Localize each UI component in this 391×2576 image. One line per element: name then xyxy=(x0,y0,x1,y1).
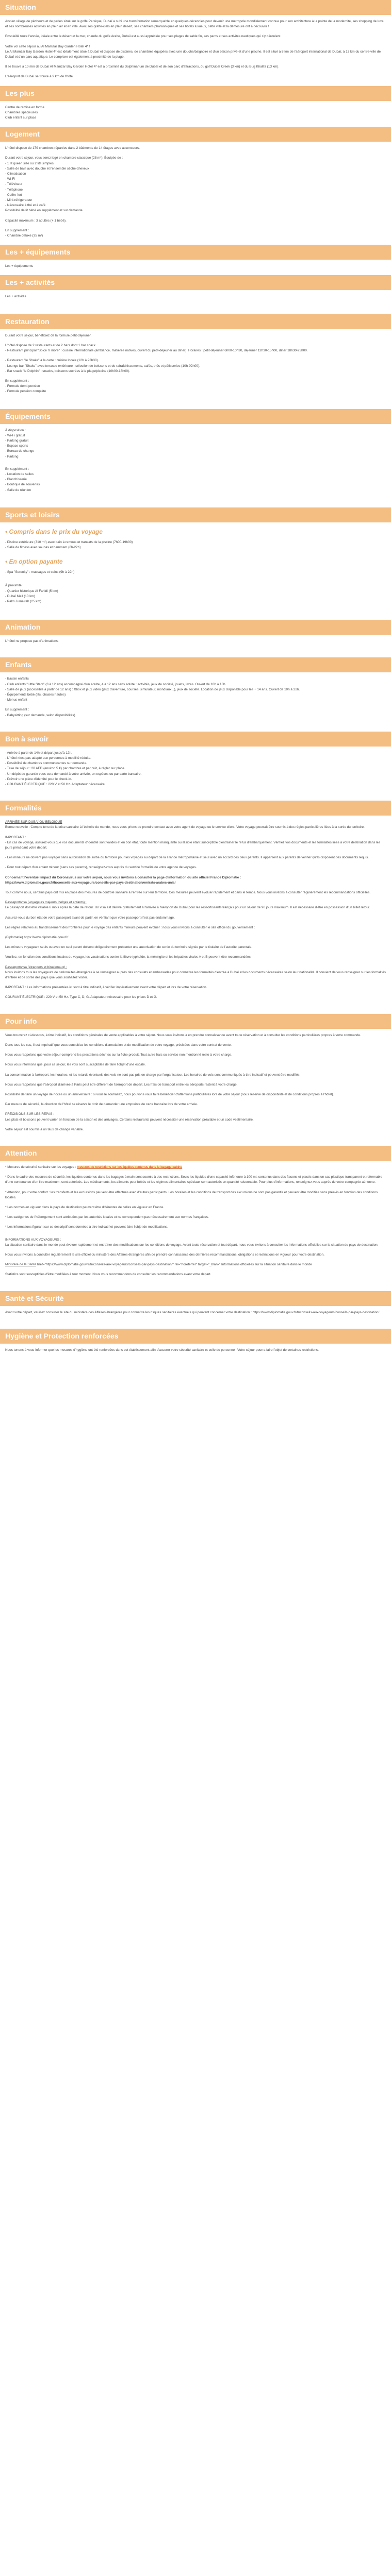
section-title-attention: Attention xyxy=(0,1146,391,1161)
section-title-hygiene: Hygiène et Protection renforcées xyxy=(0,1329,391,1344)
formalites-link[interactable]: https://www.diplomatie.gouv.fr/fr/conseils-aux-voyageurs/conseils-par-pays-destination/emirats-arabes-unis/ xyxy=(5,880,176,885)
attention-text: * Les normes en vigueur dans le pays de destination peuvent être différentes de celles en vigueur en France. xyxy=(5,1205,165,1209)
plus-item: Centre de remise en forme xyxy=(5,105,45,109)
hygiene-section xyxy=(0,1344,391,1359)
equip-paid-item: - Salle de réunion xyxy=(5,488,31,492)
enfants-line: - Menus enfant xyxy=(5,698,27,702)
logement-note: Possibilité de lit bébé en supplément et sur demande. xyxy=(5,209,84,213)
pourinfo-text: Les plats et boissons peuvent varier en fonction de la saison et des arrivages. Certains restaurants peuvent nécessiter une réservation préalable et un code vestimentaire. xyxy=(5,1117,254,1122)
restauration-line: - Restaurant "le Shake" à la carte : cuisine locale (12h à 23h30). xyxy=(5,359,99,363)
sports-prox-label: À proximité : xyxy=(5,584,24,588)
enfants-suppl-label: En supplément : xyxy=(5,708,29,712)
bonasavoir-line: - Un dépôt de garantie vous sera demandé à votre arrivée, en espèces ou par carte bancaire. xyxy=(5,772,142,776)
logement-feature: - Salle de bain avec douche et l'ensemble sèche-cheveux xyxy=(5,166,89,171)
logement-feature: - Téléviseur xyxy=(5,182,23,187)
situation-text: Ancien village de pêcheurs et de perles situé sur le golfe Persique, Dubaï a subi une transformation remarquable en quelques décennies pour devenir une métropole mondialement connue pour son architecture à la pointe de la modernité, ses shopping de luxe et ses nombreuses activités en plein air et en ville. Avec ses gratte-ciels en plein désert, ses chantiers pharaoniques et ses hôtels luxueux, cette ville et la démesure ont à découvrir ! xyxy=(5,20,384,29)
formalites-text: Nous invitons tous les voyageurs de nationalités étrangères à se renseigner auprès des consulats et ambassades pour connaître les formalités d'entrée à Dubaï et les documents nécessaires selon leur nationalité. Il convient de vous renseigner sur les formalités d'entrée et de sortie des pays que vous souhaitez visiter. xyxy=(5,970,386,980)
enfants-line: - Bassin enfants xyxy=(5,677,29,681)
enfants-section xyxy=(0,672,391,724)
pourinfo-text: Vous trouverez ci-dessous, à titre indicatif, les conditions générales de vente applicables à votre séjour. Nous vous invitons à en prendre connaissance avant toute réservation et à consulter les conditions particulières propres à votre commande. xyxy=(5,1033,361,1037)
situation-text: L'aéroport de Dubaï se trouve à 9 km de l'hôtel. xyxy=(5,75,75,79)
section-title-plus: Les plus xyxy=(0,86,391,101)
section-title-restauration: Restauration xyxy=(0,314,391,329)
formalites-text: IMPORTANT : Les informations présentées ici sont à titre indicatif, à vérifier impérativement avant votre départ et lors de votre réservation. xyxy=(5,986,207,990)
formalites-text: Les règles relatives au franchissement des frontières pour le voyage des enfants mineurs peuvent évoluer : nous vous invitons à consulter le site officiel du gouvernement : xyxy=(5,925,255,929)
section-title-activites: Les + activités xyxy=(0,275,391,290)
attention-text: * Dans le cadre des mesures de sécurité, les liquides contenus dans les bagages à main sont soumis à des restrictions. Seuls les liquides d'une capacité inférieure à 100 ml, contenus dans des flacons et placés dans un sac plastique transparent et refermable d'une contenance d'un litre maximum, sont autorisés. Les médicaments, les aliments pour bébés et les régimes alimentaires spéciaux sont autorisés en quantité raisonnable. Pour plus d'informations, renseignez-vous auprès de votre compagnie aérienne. xyxy=(5,1175,382,1184)
bonasavoir-line: - L'hôtel n'est pas adapté aux personnes à mobilité réduite. xyxy=(5,756,91,760)
equip-free-item: - Parking xyxy=(5,454,19,459)
restauration-section xyxy=(0,329,391,401)
situation-section xyxy=(0,15,391,86)
section-title-pourinfo: Pour info xyxy=(0,1014,391,1029)
enfants-suppl: - Babysitting (sur demande, selon disponibilités) xyxy=(5,713,75,717)
formalites-heading: IMPORTANT : xyxy=(5,835,26,839)
pourinfo-text: Nous vous informons que, pour ce séjour, les vols sont susceptibles de faire l'objet d'une escale. xyxy=(5,1063,146,1067)
attention-text: * Mesures de sécurité sanitaire sur les voyages : mesures de restrictions sur les liquides contenus dans le bagage cabine xyxy=(5,1165,183,1169)
logement-feature: - 1 lit queen size ou 2 lits simples xyxy=(5,161,54,165)
situation-text: Votre vol cette séjour au Al Mamzar Bay Garden Hotel 4* ! xyxy=(5,44,90,48)
formalites-heading: Concernant l'éventuel impact du Coronavirus sur votre séjour, nous vous invitons à consulter la page d'information du site officiel France Diplomatie : xyxy=(5,875,241,879)
equip-paid-item: - Boutique de souvenirs xyxy=(5,483,40,487)
formalites-text: Veuillez, en fonction des conditions locales du voyage, les vaccinations contre la fièvre typhoïde, la méningite et les hépatites virales A et B peuvent être recommandées. xyxy=(5,955,252,959)
logement-suppl-label: En supplément : xyxy=(5,228,29,232)
formalites-heading: Passeport/visa (voyageurs majeurs, belges et enfants) : xyxy=(5,901,87,905)
equip-paid-label: En supplément : xyxy=(5,467,29,471)
section-title-formalites: Formalités xyxy=(0,801,391,816)
logement-feature: - Wi-Fi xyxy=(5,177,15,181)
situation-text: Ensoleillé toute l'année, idéale entre le désert et la mer, chaude du golfe Arabe, Dubaï est aussi appréciée pour ses plages de sable fin, ses parcs et ses activités nautiques qui s'y déroulent. xyxy=(5,35,282,39)
logement-desc: Durant votre séjour, vous serez logé en chambre classique (28 m²). Équipée de : xyxy=(5,156,123,160)
bonasavoir-line: - Possibilité de chambres communicantes sur demande. xyxy=(5,761,87,766)
equip-free-item: - Parking gratuit xyxy=(5,438,29,443)
pourinfo-text: Votre séjour est soumis à un taux de change variable. xyxy=(5,1127,84,1131)
logement-feature: - Mini-réfrigérateur xyxy=(5,198,32,202)
attention-text: La situation sanitaire dans le monde peut évoluer rapidement et entraîner des modifications sur les conditions de voyage. Avant toute réservation et tout départ, nous vous invitons à consulter les informations officielles sur la situation du pays de destination. xyxy=(5,1243,379,1247)
sports-prox-item: - Quartier historique Al Fahidi (5 km) xyxy=(5,589,58,593)
attention-text: * Attention, pour votre confort : les transferts et les excursions peuvent être effectués avec d'autres participants. Les horaires et les conditions de transport des excursions ne sont pas garantis et peuvent être modifiés sans préavis en fonction des conditions locales. xyxy=(5,1190,378,1199)
equipements-text: Les + équipements xyxy=(5,264,34,268)
pourinfo-section xyxy=(0,1029,391,1139)
plus-section xyxy=(0,101,391,127)
sports-section xyxy=(0,522,391,611)
activites-section xyxy=(0,290,391,306)
equip-paid-item: - Blanchisserie xyxy=(5,478,27,482)
plus-item: Club enfant sur place xyxy=(5,116,37,120)
logement-feature: - Coffre-fort xyxy=(5,193,22,197)
section-title-sports: Sports et loisirs xyxy=(0,507,391,522)
sports-compris-item: - Piscine extérieure (310 m²) avec bain à remous et transats de la piscine (7h00-19h00) xyxy=(5,540,133,544)
pourinfo-text: Nous vous rappelons que votre séjour comprend les prestations décrites sur la fiche produit. Tout autre frais ou service non mentionné reste à votre charge. xyxy=(5,1053,233,1057)
attention-text: Nous vous invitons à consulter régulièrement le site officiel du ministère des Affaires étrangères afin de prendre connaissance des dernières recommandations, obligations et restrictions en vigueur pour votre destination. xyxy=(5,1252,324,1257)
section-title-bonasavoir: Bon à savoir xyxy=(0,732,391,747)
equip-free-item: - Bureau de change xyxy=(5,449,35,453)
activites-text: Les + activités xyxy=(5,295,26,299)
restauration-suppl: - Formule demi-pension xyxy=(5,384,40,388)
formalites-text: Bonne nouvelle : Compte tenu de la crise sanitaire à l'échelle du monde, nous vous prions de prendre contact avec votre agent de voyage ou le service client. Votre voyage pourrait être soumis à des règles particulières liées à la sortie du territoire. xyxy=(5,825,365,829)
bonasavoir-section xyxy=(0,747,391,793)
attention-text: * Les catégories de l'hébergement sont attribuées par les autorités locales et ne correspondent pas nécessairement aux normes françaises. xyxy=(5,1215,209,1219)
logement-capacity: Capacité maximum : 3 adultes (+ 1 bébé). xyxy=(5,218,67,223)
logement-feature: - Climatisation xyxy=(5,172,26,176)
restauration-line: - Restaurant principal "Spice n' more" : cuisine internationale (ambiance, matières natives, ouvert du petit-déjeuner au dîner). Horaires : petit-déjeuner 6h00-10h30, déjeuner 12h30-15h00, dîner 18h30-23h00. xyxy=(5,349,308,353)
enfants-line: - Salle de jeux (accessible à partir de 12 ans) : Xbox et jeux vidéo (jeux d'aventure, courses, simulateur, mondiaux...), jeux de société. Location de jeux disponible pour les + 14 ans. Ouvert de 10h à 22h. xyxy=(5,687,300,691)
situation-text: Le Al Mamzar Bay Garden Hotel 4* est idéalement situé à Dubaï et dispose de piscines, de chambres équipées avec une douche/baignoire et d'un balcon privé et d'une piscine. Il est situé à 8 km de l'aéroport international de Dubaï, à 13 km du centre-ville de Dubaï et d'un parc aquatique. Le complexe est également à proximité de la plage. xyxy=(5,49,381,59)
logement-suppl: - Chambre deluxe (35 m²) xyxy=(5,234,43,238)
equip-free-item: - Wi-Fi gratuit xyxy=(5,433,25,437)
bonasavoir-line: - Arrivée à partir de 14h et départ jusqu'à 12h. xyxy=(5,751,72,755)
restauration-text: Durant votre séjour, bénéficiez de la formule petit-déjeuner. xyxy=(5,333,92,337)
logement-feature: - Téléphone xyxy=(5,188,23,192)
pourinfo-text: La consommation à l'aéroport, les horaires, et les retards éventuels des vols ne sont pas pris en charge par l'organisateur. Les horaires de vols sont communiqués à titre indicatif et peuvent être modifiés. xyxy=(5,1073,301,1077)
equipements-section xyxy=(0,260,391,275)
sante-section xyxy=(0,1306,391,1321)
pourinfo-text: Dans tous les cas, il est impératif que vous consultiez les conditions d'annulation et de modification de votre voyage, précisées dans votre contrat de vente. xyxy=(5,1043,232,1047)
equip-free-label: À disposition : xyxy=(5,428,26,432)
formalites-heading: ARRIVÉE SUR DUBAÏ OU BELGIQUE xyxy=(5,820,62,824)
situation-text: Il se trouve à 10 min de Dubaï Al Mamzar Bay Garden Hotel 4* est à proximité du Dolphinarium de Dubaï et de son parc d'attractions, du golf Dubaï Creek (3 km) et du Burj Khalifa (13 km). xyxy=(5,65,280,69)
restauration-suppl-label: En supplément : xyxy=(5,379,29,383)
attention-heading: INFORMATIONS AUX VOYAGEURS : xyxy=(5,1238,61,1242)
section-title-animation: Animation xyxy=(0,620,391,635)
formalites-text: (Diplomatie) https://www.diplomatie.gouv.fr/ xyxy=(5,936,69,940)
animation-text: L'hôtel ne propose pas d'animations. xyxy=(5,639,59,643)
attention-text: Statistics sont susceptibles d'être modifiées à tout moment. Nous vous recommandons de consulter les recommandations avant votre départ. xyxy=(5,1273,211,1277)
formalites-text: Le passeport doit être valable 6 mois après la date de retour. Un visa est délivré gratuitement à l'arrivée à l'aéroport de Dubaï pour les ressortissants français pour un séjour de 90 jours maximum. Il est nécessaire d'être en possession d'un billet retour. xyxy=(5,906,370,910)
restauration-suppl: - Formule pension complète xyxy=(5,389,46,394)
sports-compris-item: - Salle de fitness avec saunas et hammam (6h-22h) xyxy=(5,545,81,549)
logement-intro: L'hôtel dispose de 179 chambres réparties dans 2 bâtiments de 14 étages avec ascenseurs. xyxy=(5,146,140,150)
pourinfo-text: Possibilité de faire un voyage de noces ou un anniversaire : si vous le souhaitez, nous pouvons vous faire bénéficier d'attentions particulières lors de votre séjour (sous réserve de disponibilité et de conditions propres à l'hôtel). xyxy=(5,1092,334,1096)
enfants-line: - Club enfants "Little Stars" (3 à 12 ans) accompagné d'un adulte, 4 à 12 ans sans adulte : activités, jeux de société, jouets, livres. Ouvert de 10h à 18h. xyxy=(5,682,226,686)
formalites-heading: Passeport/visa (étrangers et binationaux) : xyxy=(5,965,68,969)
bonasavoir-line: - Prévoir une pièce d'identité pour le check-in. xyxy=(5,777,72,781)
pourinfo-heading: PRÉCISIONS SUR LES REPAS : xyxy=(5,1112,55,1116)
attention-link-line: Ministère de la Santé href="https://www.diplomatie.gouv.fr/fr/conseils-aux-voyageurs/conseils-par-pays-destination/" rel="noreferrer" target="_blank" Informations officielles sur la situation sanitaire dans le monde xyxy=(5,1263,312,1267)
attention-section xyxy=(0,1161,391,1284)
equip-paid-item: - Location de salles xyxy=(5,472,34,476)
section-title-enfants: Enfants xyxy=(0,657,391,672)
restauration-line: L'hôtel dispose de 2 restaurants et de 2 bars dont 1 bar snack. xyxy=(5,343,96,347)
equip-free-item: - Espace sports xyxy=(5,444,28,448)
pourinfo-text: Par mesure de sécurité, la direction de l'hôtel se réserve le droit de demander une empreinte de carte bancaire lors de votre arrivée. xyxy=(5,1103,198,1107)
formalites-text: COURANT ÉLECTRIQUE : 220 V et 50 Hz. Type C, D, G. Adaptateur nécessaire pour les prises D et G. xyxy=(5,995,157,999)
sports-options-label: • En option payante xyxy=(5,558,63,566)
section-title-situation: Situation xyxy=(0,0,391,15)
section-title-sante: Santé et Sécurité xyxy=(0,1291,391,1306)
formalites-text: - En cas de voyage, assurez-vous que vos documents d'identité sont valides et en bon état, toute mention manquante ou illisible étant susceptible d'entraîner le refus d'embarquement. Vérifiez vos documents et les formalités liées à votre destination dans les jours précédant votre départ. xyxy=(5,840,381,850)
animation-section xyxy=(0,635,391,650)
formalites-text: Assurez-vous du bon état de votre passeport avant de partir, en vérifiant que votre passeport n'est pas endommagé. xyxy=(5,916,175,920)
enfants-line: - Équipements bébé (lits, chaises hautes) xyxy=(5,692,66,697)
sports-compris-label: • Compris dans le prix du voyage xyxy=(5,528,103,535)
sports-option-item: - Spa "Serenity" : massages et soins (9h à 22h) xyxy=(5,570,75,574)
section-title-equip: Équipements xyxy=(0,409,391,424)
hygiene-text: Nous tenons à vous informer que les mesures d'hygiène ont été renforcées dans cet établissement afin d'assurer votre sécurité sanitaire et celle du personnel. Votre séjour pourra faire l'objet de certaines restrictions. xyxy=(5,1348,319,1352)
formalites-text: - Pour tout départ d'un enfant mineur (sans ses parents), renseignez-vous auprès du service formalité de votre agence de voyages. xyxy=(5,866,197,870)
section-title-logement: Logement xyxy=(0,127,391,142)
bonasavoir-line: - Taxe de séjour : 20 AED (environ 5 €) par chambre et par nuit, à régler sur place. xyxy=(5,767,125,771)
sports-prox-item: - Palm Jumeirah (25 km) xyxy=(5,599,41,603)
formalites-text: Tout comme nous, certains pays ont mis en place des mesures de contrôle sanitaire à l'entrée sur leur territoire. Ces mesures peuvent évoluer rapidement et dans le temps. Nous vous invitons à consulter régulièrement les recommandations officielles. xyxy=(5,891,370,895)
logement-section xyxy=(0,142,391,245)
restauration-line: - Bar snack "le Dolphin" : snacks, boissons sucrées à la plage/piscine (10h00-18h00). xyxy=(5,369,130,373)
logement-feature: - Nécessaire à thé et à café xyxy=(5,204,46,208)
attention-highlight-link[interactable]: mesures de restrictions sur les liquides contenus dans le bagage cabine xyxy=(77,1165,183,1169)
formalites-section xyxy=(0,816,391,1006)
formalites-text: - Les mineurs ne doivent pas voyager sans autorisation de sortie du territoire pour les voyages au départ de la France métropolitaine et seul avec un accord des deux parents. Il appartient aux parents de vérifier qu'ils disposent des documents requis. xyxy=(5,856,369,860)
attention-link[interactable]: Ministère de la Santé xyxy=(5,1263,37,1267)
restauration-line: - Lounge bar "Shake" avec terrasse extérieure : sélection de boissons et de rafraîchissements, cafés, thés et pâtisseries (10h-02h00). xyxy=(5,364,200,368)
pourinfo-text: Nous vous rappelons que l'aéroport d'arrivée à Paris peut être différent de l'aéroport de départ. Les frais de transport entre les aéroports restent à votre charge. xyxy=(5,1082,238,1087)
formalites-text: Les mineurs voyageant seuls ou avec un seul parent doivent obligatoirement présenter une autorisation de sortie du territoire signée par le titulaire de l'autorité parentale. xyxy=(5,945,253,950)
equip-section xyxy=(0,424,391,499)
sante-text: Avant votre départ, veuillez consulter le site du ministère des Affaires étrangères pour connaître les risques sanitaires éventuels qui peuvent concerner votre destination : https://www.diplomatie.gouv.fr/fr/conseils-aux-voyageurs/conseils-par-pays-destination/ xyxy=(5,1310,380,1314)
plus-item: Chambres spacieuses xyxy=(5,110,38,114)
bonasavoir-line: - COURANT ÉLECTRIQUE : 220 V et 50 Hz. Adaptateur nécessaire. xyxy=(5,783,106,787)
attention-text: * Les informations figurant sur ce descriptif sont données à titre indicatif et peuvent faire l'objet de modifications. xyxy=(5,1225,168,1229)
sports-prox-item: - Dubaï Mall (10 km) xyxy=(5,594,35,598)
section-title-equipements: Les + équipements xyxy=(0,245,391,260)
